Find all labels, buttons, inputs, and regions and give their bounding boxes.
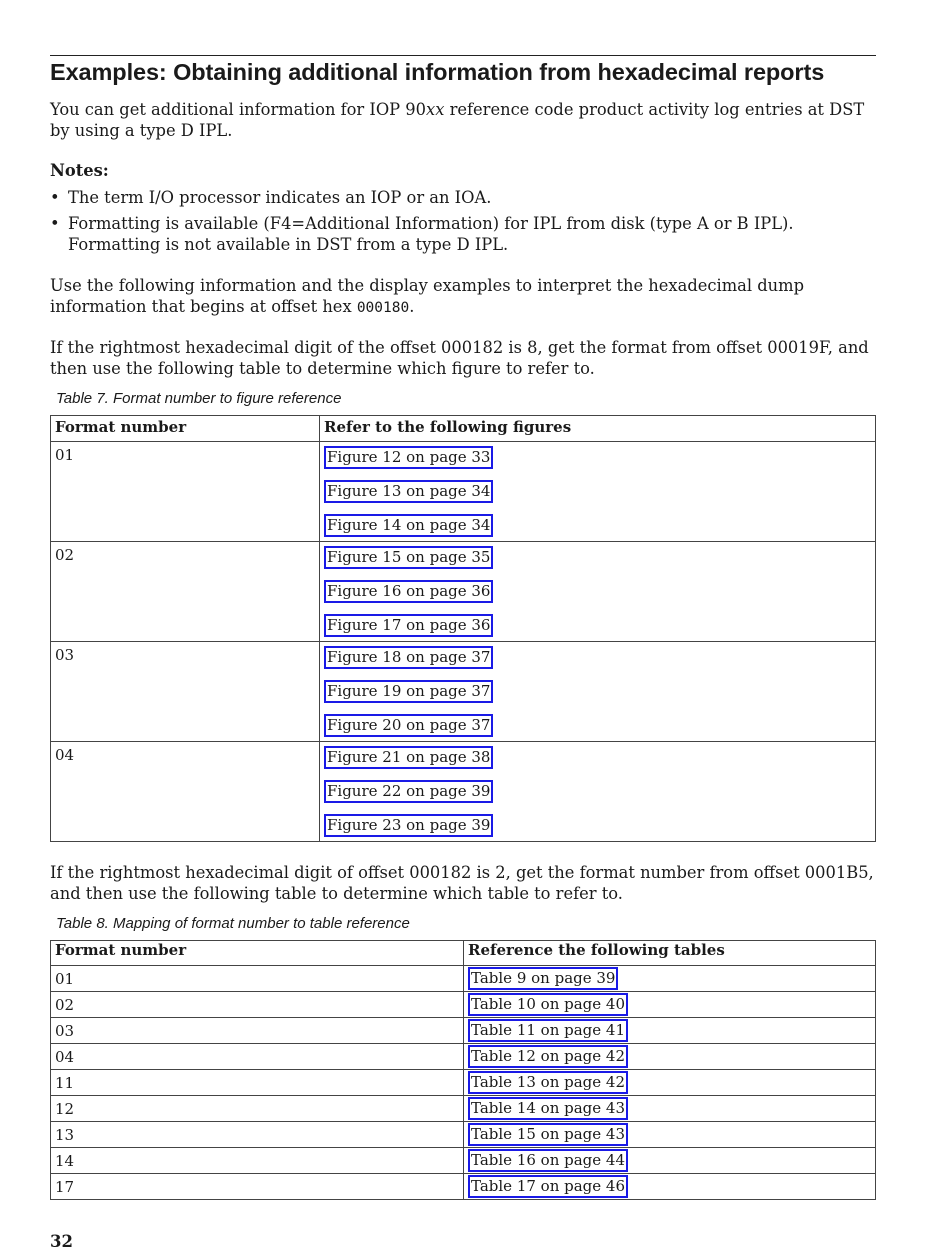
figure-link-line bbox=[324, 446, 871, 480]
table-row bbox=[51, 742, 876, 842]
table-row bbox=[51, 992, 876, 1018]
figure-link-line bbox=[324, 746, 871, 780]
figure-links-cell bbox=[320, 642, 876, 742]
notes-list bbox=[50, 187, 876, 260]
format-number-cell: 04 bbox=[51, 742, 320, 842]
heading-rule bbox=[50, 55, 876, 56]
column-header: Reference the following tables bbox=[464, 941, 876, 966]
format-number-cell: 14 bbox=[51, 1148, 464, 1174]
format-number-cell: 13 bbox=[51, 1122, 464, 1148]
figure-link-line bbox=[324, 580, 871, 614]
figure-links-cell bbox=[320, 542, 876, 642]
intro-text-italic: xx bbox=[426, 100, 445, 119]
figure-reference-link[interactable]: Figure 15 on page 35 bbox=[324, 546, 493, 569]
figure-link-line bbox=[324, 480, 871, 514]
table-reference-link[interactable]: Table 9 on page 39 bbox=[468, 967, 618, 990]
table-reference-link[interactable]: Table 14 on page 43 bbox=[468, 1097, 628, 1120]
table8-caption: Table 8. Mapping of format number to table reference bbox=[56, 915, 410, 932]
figure-reference-link[interactable]: Figure 21 on page 38 bbox=[324, 746, 493, 769]
column-header: Format number bbox=[51, 416, 320, 442]
table-reference-cell bbox=[464, 992, 876, 1018]
figure-links-cell bbox=[320, 442, 876, 542]
format-number-cell: 01 bbox=[51, 442, 320, 542]
table-row bbox=[51, 1122, 876, 1148]
figure-link-line bbox=[324, 714, 871, 741]
table-reference-link[interactable]: Table 12 on page 42 bbox=[468, 1045, 628, 1068]
format-number-cell: 04 bbox=[51, 1044, 464, 1070]
table-row bbox=[51, 1096, 876, 1122]
table-row bbox=[51, 1148, 876, 1174]
table-reference-cell bbox=[464, 1070, 876, 1096]
use-info-paragraph bbox=[50, 275, 880, 319]
table-reference-cell bbox=[464, 1122, 876, 1148]
format-figure-table bbox=[50, 415, 876, 842]
figure-link-line bbox=[324, 614, 871, 641]
table-header-row bbox=[51, 941, 876, 966]
note-item: • The term I/O processor indicates an IOP or an IOA. bbox=[50, 187, 876, 208]
table-row bbox=[51, 542, 876, 642]
figure-link-line bbox=[324, 814, 871, 841]
figure-reference-link[interactable]: Figure 20 on page 37 bbox=[324, 714, 493, 737]
intro-paragraph bbox=[50, 99, 880, 141]
figure-link-line bbox=[324, 680, 871, 714]
table-row bbox=[51, 966, 876, 992]
figure-reference-link[interactable]: Figure 13 on page 34 bbox=[324, 480, 493, 503]
table-reference-cell bbox=[464, 1096, 876, 1122]
table-reference-link[interactable]: Table 13 on page 42 bbox=[468, 1071, 628, 1094]
figure-reference-link[interactable]: Figure 17 on page 36 bbox=[324, 614, 493, 637]
table-row bbox=[51, 1018, 876, 1044]
table-row bbox=[51, 1174, 876, 1200]
figure-link-line bbox=[324, 514, 871, 541]
offset2-paragraph: If the rightmost hexadecimal digit of offset 000182 is 2, get the format number from offset 0001B5, and then use the following table to determine which table to refer to. bbox=[50, 863, 874, 903]
format-number-cell: 12 bbox=[51, 1096, 464, 1122]
figure-reference-link[interactable]: Figure 18 on page 37 bbox=[324, 646, 493, 669]
notes-label: Notes: bbox=[50, 161, 109, 180]
format-number-cell: 02 bbox=[51, 542, 320, 642]
figure-reference-link[interactable]: Figure 16 on page 36 bbox=[324, 580, 493, 603]
figure-reference-link[interactable]: Figure 19 on page 37 bbox=[324, 680, 493, 703]
figure-reference-link[interactable]: Figure 22 on page 39 bbox=[324, 780, 493, 803]
table-reference-cell bbox=[464, 1174, 876, 1200]
table7-caption: Table 7. Format number to figure reference bbox=[56, 390, 342, 407]
table-row bbox=[51, 1070, 876, 1096]
column-header: Refer to the following figures bbox=[320, 416, 876, 442]
figure-links-cell bbox=[320, 742, 876, 842]
page-title: Examples: Obtaining additional information from hexadecimal reports bbox=[50, 59, 825, 85]
format-number-cell: 02 bbox=[51, 992, 464, 1018]
table-reference-link[interactable]: Table 10 on page 40 bbox=[468, 993, 628, 1016]
table-row bbox=[51, 642, 876, 742]
format-number-cell: 17 bbox=[51, 1174, 464, 1200]
format-number-cell: 01 bbox=[51, 966, 464, 992]
table-reference-link[interactable]: Table 11 on page 41 bbox=[468, 1019, 628, 1042]
figure-reference-link[interactable]: Figure 14 on page 34 bbox=[324, 514, 493, 537]
column-header: Format number bbox=[51, 941, 464, 966]
figure-reference-link[interactable]: Figure 23 on page 39 bbox=[324, 814, 493, 837]
figure-link-line bbox=[324, 780, 871, 814]
page-number: 32 bbox=[50, 1232, 73, 1251]
table-reference-cell bbox=[464, 1018, 876, 1044]
table-header-row bbox=[51, 416, 876, 442]
table-row bbox=[51, 442, 876, 542]
offset8-paragraph: If the rightmost hexadecimal digit of the offset 000182 is 8, get the format from offset 00019F, and then use the following table to determine which figure to refer to. bbox=[50, 338, 869, 378]
table-reference-link[interactable]: Table 17 on page 46 bbox=[468, 1175, 628, 1198]
note-item: • Formatting is available (F4=Additional Information) for IPL from disk (type A or B IPL). Formatting is not available in DST from a type D IPL. bbox=[50, 213, 876, 255]
format-number-cell: 03 bbox=[51, 1018, 464, 1044]
table-row bbox=[51, 1044, 876, 1070]
intro-text-after: reference code product activity log entries at DST by using a type D IPL. bbox=[50, 100, 865, 140]
intro-text-before: You can get additional information for IOP 90 bbox=[50, 100, 427, 119]
table-reference-link[interactable]: Table 15 on page 43 bbox=[468, 1123, 628, 1146]
table-reference-link[interactable]: Table 16 on page 44 bbox=[468, 1149, 628, 1172]
format-table-mapping bbox=[50, 940, 876, 1200]
format-number-cell: 11 bbox=[51, 1070, 464, 1096]
figure-link-line bbox=[324, 646, 871, 680]
table-reference-cell bbox=[464, 1148, 876, 1174]
figure-reference-link[interactable]: Figure 12 on page 33 bbox=[324, 446, 493, 469]
table-reference-cell bbox=[464, 966, 876, 992]
format-number-cell: 03 bbox=[51, 642, 320, 742]
use-info-text: Use the following information and the display examples to interpret the hexadecimal dump information that begins at offset hex bbox=[50, 276, 805, 316]
use-info-text-end: . bbox=[409, 297, 415, 316]
offset-code: 000180 bbox=[356, 300, 410, 316]
table-reference-cell bbox=[464, 1044, 876, 1070]
figure-link-line bbox=[324, 546, 871, 580]
